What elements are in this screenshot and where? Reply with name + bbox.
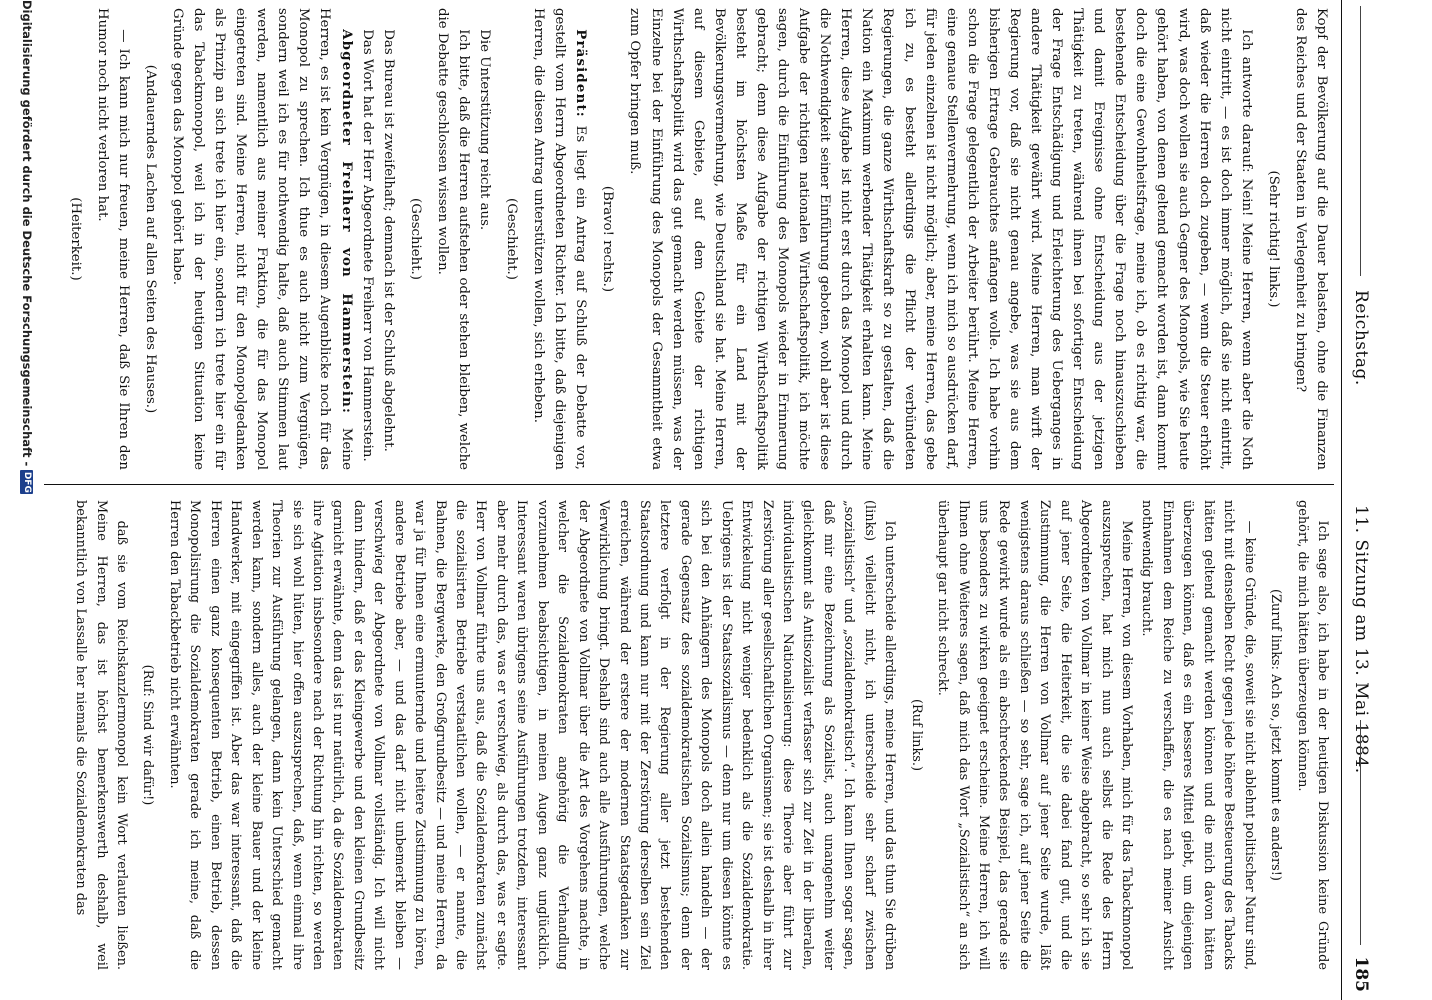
paragraph [528, 8, 591, 470]
stage-direction: (Geschieht.) [407, 198, 423, 280]
stage-direction: (Sehr richtig! links.) [1265, 170, 1281, 308]
stage-direction: (Andauerndes Lachen auf allen Seiten des Hauses.) [142, 64, 158, 414]
stage-direction: (Heiterkeit.) [67, 197, 83, 281]
paragraph: Meine Herren, von diesem Vorhaben, mich für das Tabackmonopol auszusprechen, hat mich nun auch selbst die Rede des Herrn Abgeordneten von Vollmar in keiner Weise abgebracht, so sehr ich sie auf jener Seite, die Heiterkeit, die sie dabei fand gut, und die Zustimmung, die Herren von Vollmar auf jener Seite wurde, läßt wenigstens daraus schließen — so sehr, sage ich, auf jener Seite die Rede gewirkt wurde als ein abschreckendes Beispiel, das gerade sie uns besonders zu wirken geeignet erscheine. Meine Herren, ich will Ihnen ohne Weiteres sagen, daß mich das Wort „Sozialistisch“ an sich überhaupt gar nicht schreckt. [935, 500, 1135, 970]
paragraph: Ich antworte darauf: Nein! Meine Herren, wenn aber die Noth nicht eintritt, — es ist doch immer möglich, daß sie nicht eintritt, daß wieder die Herren doch zugeben, — wenn die Steuer erhöht wird, was doch wollen sie auch Gegner des Monopols, wie Sie heute gehört haben, von denen geltend gemacht worden ist, dann kommt doch die eine Gewohnheitsfrage, meine ich, ob es richtig war, die bestehende Entscheidung über die Frage noch hinauszuschieben und damit Ereignisse ohne Entscheidung aus der jetzigen Thätigkeit zu treten, während ihnen bei sofortiger Entscheidung der Frage Entschädigung und Erleichterung des Ueberganges in andere Thätigkeit gewährt wird. Meine Herren, man wirft der Regierung vor, daß sie nicht genau angebe, was sie aus dem bisherigen Ertrage Gebrauchtes anfangen wolle. Ich habe vorhin schon die Frage gelegentlich der Arbeiter berührt. Meine Herren, eine genaue Stellenvermehrung, wenn ich mich so ausdrücken darf, für jeden einzelnen ist nicht möglich; aber, meine Herren, das gebe ich zu, es besteht allerdings die Pflicht der verbündeten Regierungen, die ganze Wirthschaftskraft so zu gestalten, daß die Nation ein Maximum werbender Thätigkeit erhalten kann. Meine Herren, diese Aufgabe ist nicht erst durch das Monopol und durch die Nothwendigkeit seiner Einführung geboten, wohl aber ist diese Aufgabe der richtigen nationalen Wirthschaftspolitik, ich möchte sagen, durch die Einführung des Monopols wieder in Erinnerung gebracht; denn diese Aufgabe der richtigen Wirthschaftspolitik besteht im höchsten Maße für ein Land mit der Bevölkerungsvermehrung, wie Deutschland sie hat. Meine Herren, auf diesem Gebiete, auf dem Gebiete der richtigen Wirthschaftspolitik wird das gut gemacht werden müssen, was der Einzelne bei der Einführung des Monopols der Gesammtheit etwa zum Opfer bringen muß. [627, 8, 1254, 470]
paragraph: daß sie vom Reichskanzlermonopol kein Wort verlauten ließen. Meine Herren, das ist höchst bemerkenswerth deshalb, weil bekanntlich von Lassalle her niemals die Sozialdemokraten das [73, 500, 130, 970]
dfg-logo: DFG [22, 471, 32, 493]
stage-direction: (Bravo! rechts.) [600, 185, 616, 293]
paragraph-text: Meine Herren, es ist kein Vergnügen, in diesem Augenblicke noch für das Monopol zu sprechen. Ich thue es auch nicht zum Vergnügen, sondern weil ich es für nothwendig halte, daß auch Stimmen laut werden, namentlich aus meiner Fraktion, die für das Monopol eingetreten sind. Meine Herren, nicht für den Monopolgedanken als Prinzip an sich trete ich hier ein, sondern ich trete hier ein für das Tabackmonopol, weil ich in der heutigen Situation keine Gründe gegen das Monopol gehört habe. [169, 8, 354, 470]
digitization-credit [19, 0, 35, 1000]
stage-direction: (Ruf: Sind wir dafür!) [140, 664, 156, 806]
right-text-column [70, 500, 1332, 970]
paragraph: Ich sage also, ich habe in der heutigen Diskussion keine Gründe gehört, die mich hätten überzeugen können. [1294, 500, 1330, 970]
speaker-name: Präsident: [573, 29, 589, 118]
paragraph: — Ich kann mich nur freuen, meine Herren, daß Sie Ihren den Humor noch nicht verloren hat. [94, 8, 131, 470]
paragraph: Das Bureau ist zweifelhaft; demnach ist der Schluß abgelehnt. [380, 29, 396, 452]
header-left-title: Reichstag. [1351, 290, 1371, 386]
paragraph-text: Es liegt ein Antrag auf Schluß der Debatte vor, gestellt vom Herrn Abgeordneten Richter. Ich bitte, daß diejenigen Herren, die diesen Antrag unterstützen wollen, sich erheben. [531, 8, 589, 471]
paragraph: Ich unterscheide allerdings, meine Herren, und das thun Sie drüben (links) vielleicht nicht, ich unterscheide sehr scharf zwischen „sozialistisch“ und „sozialdemokratisch“. Ich kann Ihnen sogar sagen, daß mir eine Bezeichnung als Sozialist, auch unangenehm weiter gleichkommt als Antisozialist verfasser sich zur Zeit in der liberalen, individualistischen Nationalisierung: diese Theorie aber führt zur Zerstörung aller gesellschaftlichen Organismen; sie ist deshalb in ihrer Entwickelung nicht weniger bedenklich als die Sozialdemokratie. Uebrigens ist der Staatssozialismus — denn nur um diesen könnte es sich bei den Anhängern des Monopols doch allein handeln — der gerade Gegensatz des sozialdemokratischen Sozialismus; denn der letztere verfolgt in der Regierung aller jetzt bestehenden Staatsordnung und kann nur mit der Zerstörung derselben sein Ziel erreichen, während der erstere der modernen Staatsgedanken zur Verwirklichung bringt. Deshalb sind auch alle Ausführungen, welche der Abgeordnete von Vollmar über die Art des Vorgehens machte, in welcher die Sozialdemokraten angehörig die Verhandlung vorzunehmen beabsichtigen, in meinen Augen ganz unglücklich. Interessant waren übrigens seine Ausführungen trotzdem, interessant aber mehr durch das, was er verschwieg, als durch das, was er sagte. Herr von Vollmar führte uns aus, daß die Sozialdemokraten zunächst die sozialisirten Betriebe verstaatlichen wollen, — er nannte, die Bahnen, die Bergwerke, den Großgrundbesitz — und meine Herren, da war ja für Ihnen eine ermunternde und heitere Zustimmung zu hören, andere Betriebe aber, — und das darf nicht unbemerkt bleiben — verschwieg der Abgeordnete von Vollmar vollständig. Ich will nicht dann hindern, daß er das Kleingewerbe und den kleinen Grundbesitz garnicht erwähnte, denn das ist nur natürlich, da die Sozialdemokraten ihre Agitation insbesondere nach der Richtung hin richten, so werden sie sich wohl hüten, hier offen auszusprechen, daß, wenn einmal ihre Theorien zur Ausführung gelangen, dann kein Unterschied gemacht werden kann, sondern alles, auch der kleine Bauer und der kleine Handwerker, mit eingegriffen ist. Aber das war interessant, daß die Herren einen ganz konsequenten Betrieb, einen Betrieb, dessen Monopolisirung die Sozialdemokraten gerade ich meine, daß die Herren den Tabackbetrieb nicht erwähnten. [166, 500, 898, 970]
digitization-credit-text: Digitalisierung gefördert durch die Deutsche Forschungsgemeinschaft - [20, 0, 34, 467]
stage-direction: (Geschieht.) [504, 198, 520, 280]
header-rule-left [1360, 6, 1361, 276]
paragraph [167, 8, 357, 470]
header-right-title: 11. Sitzung am 13. Mai 1884. [1351, 505, 1371, 774]
stage-direction: (Zuruf links: Ach so, jetzt kommt es anders!) [1268, 589, 1284, 881]
stage-direction: (Ruf links.) [908, 698, 924, 771]
column-divider [44, 484, 1334, 485]
paragraph: Das Wort hat der Herr Abgeordnete Freiherr von Hammerstein. [359, 29, 375, 462]
left-text-column [59, 8, 1332, 470]
paragraph: — keine Gründe, die, soweit sie nicht ablehnt politischer Natur sind, nicht mit denselben Recht gegen jede höhere Besteuerung des Tabacks hätten geltend gemacht werden können und die mich davon hätten überzeugen können, daß es ein besseres Mittel giebt, um diejenigen Einnahmen dem Reiche zu verschaffen, die es nach meiner Ansicht nothwendig braucht. [1139, 500, 1257, 970]
page-number: 185 [1351, 956, 1371, 992]
header-rule-right [1360, 720, 1361, 945]
page-header [1341, 0, 1380, 1000]
rotated-page [10, 0, 1380, 1000]
paragraph: Die Unterstützung reicht aus. [477, 29, 493, 231]
speaker-name: Abgeordneter Freiherr von Hammerstein: [338, 29, 354, 415]
paragraph: Ich bitte, daß die Herren aufstehen oder stehen bleiben, welche die Debatte geschlossen wissen wollen. [434, 8, 471, 470]
paragraph: Kopf der Bevölkerung auf die Dauer belasten, ohne die Finanzen des Reiches und der Staaten in Verlegenheit zu bringen? [1292, 8, 1329, 470]
